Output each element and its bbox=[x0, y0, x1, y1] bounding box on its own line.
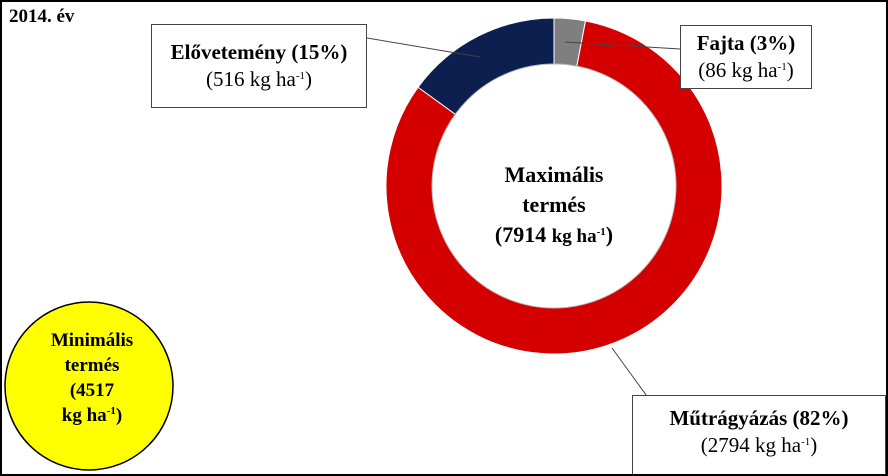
maximum-yield-line1: Maximális bbox=[504, 162, 604, 187]
callout-mutragyazas bbox=[632, 395, 886, 475]
minimum-yield-line1: Minimális bbox=[50, 330, 134, 351]
maximum-yield-value: (7914 kg $ha^{-1}$) bbox=[494, 222, 614, 247]
callout-mutragyazas-value: (2794 kg $ha^{-1}$) bbox=[700, 433, 818, 457]
callout-fajta-value: (86 kg $ha^{-1}$) bbox=[698, 58, 794, 82]
maximum-yield-label bbox=[454, 160, 654, 252]
year-label: 2014. év bbox=[9, 6, 75, 27]
minimum-yield-unit: kg $ha^{-1}$) bbox=[61, 405, 123, 426]
callout-elovetemeny-value: (516 kg $ha^{-1}$) bbox=[206, 67, 312, 91]
minimum-yield-label bbox=[16, 328, 168, 428]
maximum-yield-line2: termés bbox=[522, 192, 586, 217]
callout-elovetemeny bbox=[151, 24, 367, 108]
callout-mutragyazas-name: Műtrágyázás (82%) bbox=[669, 406, 849, 430]
callout-fajta-name: Fajta (3%) bbox=[696, 31, 796, 55]
minimum-yield-line2: termés bbox=[64, 355, 120, 376]
minimum-yield-line3: (4517 bbox=[69, 380, 115, 401]
callout-fajta bbox=[680, 25, 812, 89]
callout-elovetemeny-name: Elővetemény (15%) bbox=[170, 40, 348, 64]
